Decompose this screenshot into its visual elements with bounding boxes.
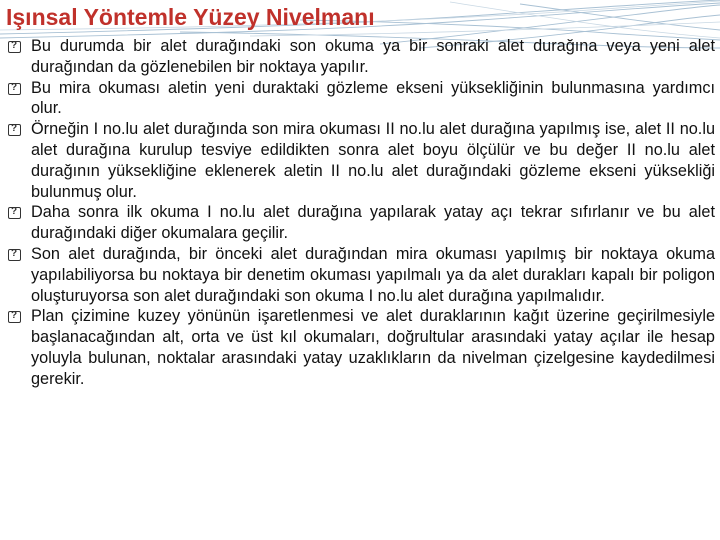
- bullet-item: [8, 306, 715, 389]
- bullet-box-icon: [8, 41, 21, 53]
- bullet-item: [8, 202, 715, 244]
- bullet-item: [8, 244, 715, 306]
- bullet-text: Bu mira okuması aletin yeni duraktaki gözleme ekseni yüksekliğinin bulunmasına yardımcı olur.: [31, 78, 715, 118]
- bullet-text: Örneğin I no.lu alet durağında son mira okuması II no.lu alet durağına yapılmış ise, alet II no.lu alet durağına kurulup tesviye edildikten sonra alet boyu ölçülür ve bu değer II no.lu alet durağının yüksekliğine eklenerek aletin II no.lu alet durağındaki gözleme ekseni yüksekliği bulunmuş olur.: [31, 120, 715, 201]
- bullet-list: [8, 36, 715, 390]
- bullet-text: Plan çizimine kuzey yönünün işaretlenmesi ve alet duraklarının kağıt üzerine geçirilmesiyle başlanacağından alt, orta ve üst kıl okumaları, doğrultular arasındaki yatay açılar ile hesap yoluyla bulunan, noktalar arasındaki yatay uzaklıkların da nivelman çizelgesine kaydedilmesi gerekir.: [31, 307, 715, 388]
- bullet-item: [8, 36, 715, 78]
- bullet-box-icon: [8, 311, 21, 323]
- bullet-box-icon: [8, 124, 21, 136]
- slide-title: Işınsal Yöntemle Yüzey Nivelmanı: [6, 4, 375, 30]
- bullet-text: Son alet durağında, bir önceki alet durağından mira okuması yapılmış bir noktaya okuma yapılabiliyorsa bu noktaya bir denetim okuması yapılmalı ya da alet durakları kapalı bir poligon oluşturuyorsa son alet durağındaki son okuma I no.lu alet durağına yapılmalıdır.: [31, 244, 715, 305]
- bullet-item: [8, 119, 715, 202]
- bullet-item: [8, 78, 715, 120]
- bullet-text: Daha sonra ilk okuma I no.lu alet durağına yapılarak yatay açı tekrar sıfırlanır ve bu alet durağındaki diğer okumalara geçilir.: [31, 203, 715, 243]
- bullet-box-icon: [8, 249, 21, 261]
- bullet-box-icon: [8, 83, 21, 95]
- bullet-box-icon: [8, 207, 21, 219]
- bullet-text: Bu durumda bir alet durağındaki son okuma ya bir sonraki alet durağına veya yeni alet durağından da gözlenebilen bir noktaya yapılır.: [31, 37, 715, 76]
